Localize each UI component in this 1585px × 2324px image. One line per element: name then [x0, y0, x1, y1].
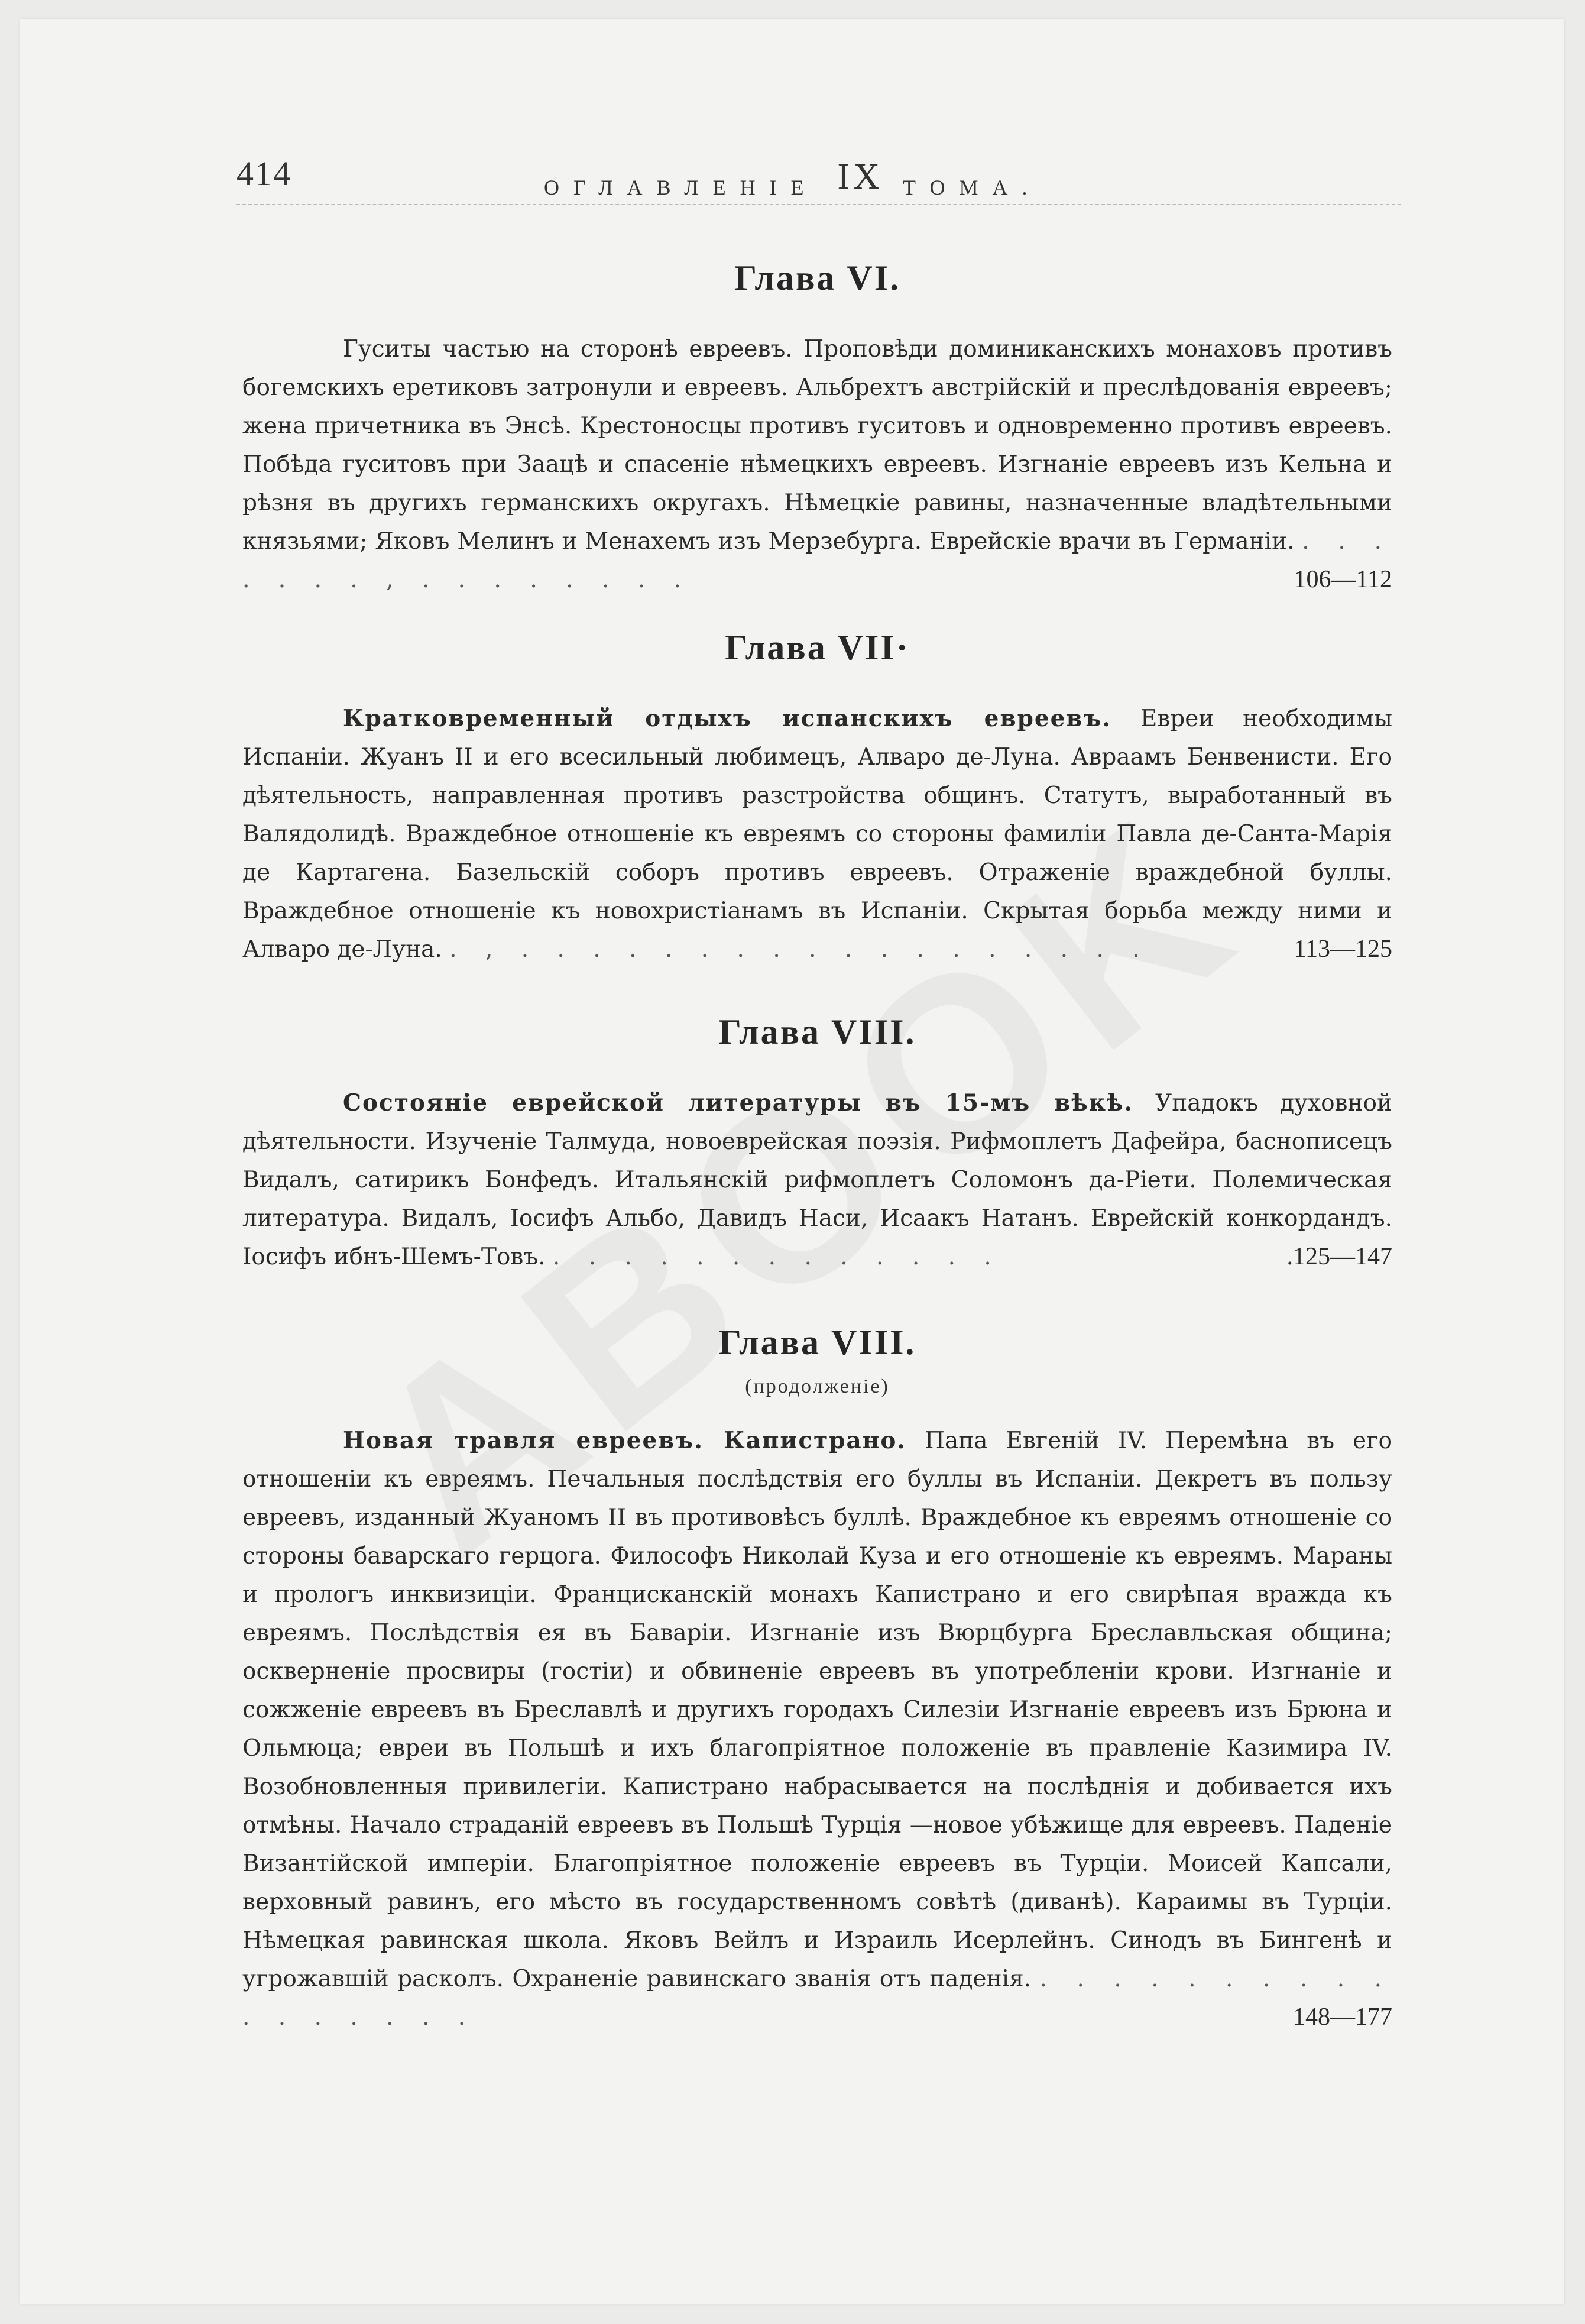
header-rule: [236, 204, 1401, 205]
page-range: .125—147: [1286, 1243, 1392, 1270]
chapter-subtitle: (продолженіе): [745, 1375, 890, 1397]
page-range: 113—125: [1294, 936, 1392, 963]
running-title-volume: IX: [837, 157, 883, 197]
summary-text: Папа Евгеній IV. Перемѣна въ его отношеніи къ евреямъ. Печальныя послѣдствія его буллы въ Испаніи. Декретъ въ пользу евреевъ, изданный Жуаномъ II въ противовѣсъ буллѣ. Враждебное къ евреямъ отношеніе со стороны баварскаго герцога. Философъ Николай Куза и его отношеніе къ евреямъ. Мараны и прологъ инквизиціи. Францисканскій монахъ Капистрано и его свирѣпая вражда къ евреямъ. Послѣдствія ея въ Баваріи. Изгнаніе изъ Вюрцбурга Бреславльская община; оскверненіе просвиры (гостіи) и обвиненіе евреевъ въ употребленіи крови. Изгнаніе и сожженіе евреевъ въ Бреславлѣ и другихъ городахъ Силезіи Изгнаніе евреевъ изъ Брюна и Ольмюца; евреи въ Польшѣ и ихъ благопріятное положеніе въ правленіе Казимира IV. Возобновленныя привилегіи. Капистрано набрасывается на послѣднія и добивается ихъ отмѣны. Начало страданій евреевъ въ Польшѣ Турція —новое убѣжище для евреевъ. Паденіе Византійской имперіи. Благопріятное положеніе евреевъ въ Турціи. Моисей Капсали, верховный равинъ, его мѣсто въ государственномъ совѣтѣ (диванѣ). Караимы въ Турціи. Нѣмецкая равинская школа. Яковъ Вейлъ и Израиль Исерлейнъ. Синодъ въ Бингенѣ и угрожавшій расколъ. Охраненіе равинскаго званія отъ паденія.: [242, 1428, 1393, 1992]
running-title-tail: ТОМА.: [902, 176, 1042, 199]
chapter-summary: [242, 330, 1392, 599]
summary-text: Упадокъ духовной дѣятельности. Изученіе Талмуда, новоеврейская поэзія. Рифмоплетъ Дафейра, баснописецъ Видалъ, сатирикъ Бонфедъ. Итальянскій рифмоплетъ Соломонъ да-Ріети. Полемическая литература. Видалъ, Іосифъ Альбо, Давидъ Наси, Исаакъ Натанъ. Еврейскій конкордандъ. Іосифъ ибнъ-Шемъ-Товъ.: [242, 1090, 1392, 1270]
chapter-6: [242, 260, 1392, 622]
chapter-summary: [242, 1084, 1392, 1276]
running-title-word: ОГЛАВЛЕНІЕ: [544, 176, 818, 199]
page-range: 148—177: [1293, 2003, 1392, 2031]
summary-text: Гуситы частью на сторонѣ евреевъ. Проповѣди доминиканскихъ монаховъ противъ богемскихъ еретиковъ затронули и евреевъ. Альбрехтъ австрійскій и преслѣдованія евреевъ; жена причетника въ Энсѣ. Крестоносцы противъ гуситовъ и одновременно противъ евреевъ. Побѣда гуситовъ при Заацѣ и спасеніе нѣмецкихъ евреевъ. Изгнаніе евреевъ изъ Кельна и рѣзня въ другихъ германскихъ округахъ. Нѣмецкіе равины, назначенные владѣтельными князьями; Яковъ Мелинъ и Менахемъ изъ Мерзебурга. Еврейскіе врачи въ Германіи.: [242, 336, 1392, 555]
running-title: [544, 157, 1042, 204]
page-header: [236, 154, 1401, 201]
chapter-8-continued: [242, 1325, 1392, 2060]
chapter-summary: [242, 700, 1392, 969]
leader-dots: . , . . . . . . . . . . . . . . . . . .: [449, 936, 1150, 963]
chapter-summary: [242, 1422, 1392, 2037]
page-number: 414: [236, 154, 291, 193]
page-range: 106—112: [1294, 566, 1392, 593]
chapter-title: Глава VIII.: [718, 1323, 916, 1362]
summary-text: Евреи необходимы Испаніи. Жуанъ II и его всесильный любимецъ, Алваро де-Луна. Авраамъ Бенвенисти. Его дѣятельность, направленная противъ разстройства общинъ. Статутъ, выработанный въ Валядолидѣ. Враждебное отношеніе къ евреямъ со стороны фамиліи Павла де-Санта-Марія де Картагена. Базельскій соборъ противъ евреевъ. Отраженіе враждебной буллы. Враждебное отношеніе къ новохристіанамъ въ Испаніи. Скрытая борьба между ними и Алваро де-Луна.: [242, 705, 1392, 963]
summary-lead: Состояніе еврейской литературы въ 15-мъ вѣкѣ.: [343, 1089, 1134, 1116]
leader-dots: . . . . . . . . . . . . .: [552, 1244, 1002, 1270]
chapter-title: Глава VII·: [725, 628, 910, 667]
summary-lead: Кратковременный отдыхъ испанскихъ евреевъ.: [343, 705, 1112, 732]
summary-lead: Новая травля евреевъ. Капистрано.: [343, 1427, 906, 1454]
chapter-title: Глава VIII.: [718, 1012, 916, 1051]
leader-dots: . . . . . . . , . . . . . . . .: [242, 528, 1392, 593]
chapter-title: Глава VI.: [734, 258, 901, 297]
chapter-8: [242, 1014, 1392, 1299]
chapter-7: [242, 630, 1392, 992]
leader-dots: . . . . . . . . . . . . . . . . .: [242, 1966, 1392, 2031]
